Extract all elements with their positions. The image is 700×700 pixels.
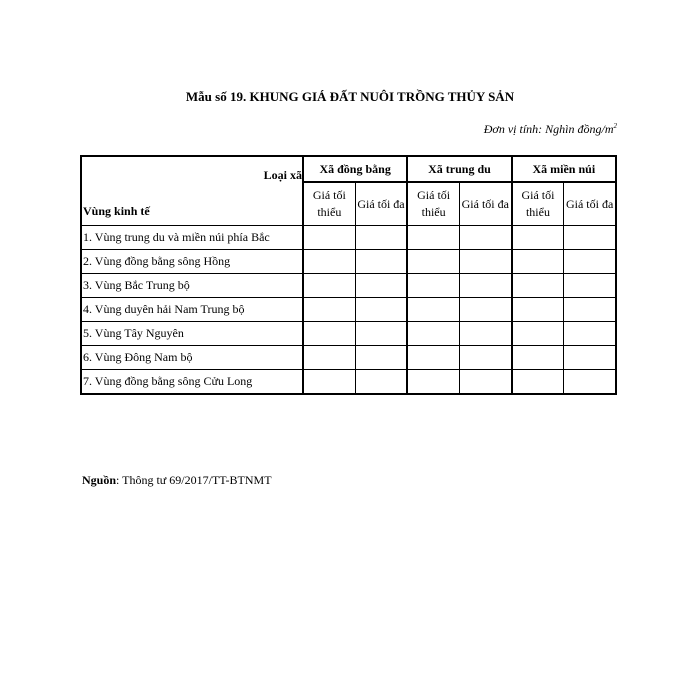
price-cell xyxy=(512,226,564,250)
min-price-header: Giá tối thiểu xyxy=(303,182,355,226)
table-row xyxy=(81,322,616,346)
document-title: Mẫu số 19. KHUNG GIÁ ĐẤT NUÔI TRỒNG THỦY SẢN xyxy=(185,89,515,104)
max-price-header: Giá tối đa xyxy=(355,182,407,226)
price-cell xyxy=(564,346,616,370)
price-cell xyxy=(564,370,616,395)
price-cell xyxy=(512,370,564,395)
min-price-header: Giá tối thiểu xyxy=(407,182,459,226)
region-label: 6. Vùng Đông Nam bộ xyxy=(81,346,303,370)
price-cell xyxy=(407,370,459,395)
price-cell xyxy=(355,346,407,370)
min-price-header: Giá tối thiểu xyxy=(512,182,564,226)
price-cell xyxy=(459,226,511,250)
max-price-header: Giá tối đa xyxy=(459,182,511,226)
price-cell xyxy=(459,322,511,346)
price-cell xyxy=(355,274,407,298)
price-cell xyxy=(303,298,355,322)
price-cell xyxy=(407,322,459,346)
price-cell xyxy=(355,298,407,322)
header-corner-cell xyxy=(81,156,303,226)
region-label: 4. Vùng duyên hải Nam Trung bộ xyxy=(81,298,303,322)
price-cell xyxy=(303,346,355,370)
source-note xyxy=(82,473,272,488)
region-label: 7. Vùng đồng bằng sông Cửu Long xyxy=(81,370,303,395)
price-cell xyxy=(512,298,564,322)
region-label: 2. Vùng đồng bằng sông Hồng xyxy=(81,250,303,274)
price-cell xyxy=(564,298,616,322)
price-table xyxy=(80,155,617,395)
price-cell xyxy=(303,370,355,395)
table-row xyxy=(81,274,616,298)
price-cell xyxy=(407,274,459,298)
price-cell xyxy=(355,250,407,274)
price-cell xyxy=(407,346,459,370)
source-text: : Thông tư 69/2017/TT-BTNMT xyxy=(116,473,272,487)
price-cell xyxy=(407,298,459,322)
economic-region-header: Vùng kinh tế xyxy=(83,204,150,218)
price-cell xyxy=(303,274,355,298)
price-cell xyxy=(512,274,564,298)
source-label: Nguồn xyxy=(82,473,117,487)
price-cell xyxy=(459,250,511,274)
unit-superscript: 2 xyxy=(613,122,617,130)
region-label: 1. Vùng trung du và miền núi phía Bắc xyxy=(81,226,303,250)
price-cell xyxy=(355,322,407,346)
price-cell xyxy=(459,346,511,370)
price-cell xyxy=(303,250,355,274)
table-row xyxy=(81,226,616,250)
group-header-mountain: Xã miền núi xyxy=(512,156,616,182)
group-header-midland: Xã trung du xyxy=(407,156,511,182)
price-cell xyxy=(407,250,459,274)
price-cell xyxy=(564,250,616,274)
region-label: 5. Vùng Tây Nguyên xyxy=(81,322,303,346)
unit-text: Đơn vị tính: Nghìn đồng/m xyxy=(483,122,614,136)
table-row xyxy=(81,250,616,274)
price-cell xyxy=(303,322,355,346)
price-cell xyxy=(564,322,616,346)
table-row xyxy=(81,298,616,322)
table-row xyxy=(81,346,616,370)
region-label: 3. Vùng Bắc Trung bộ xyxy=(81,274,303,298)
price-cell xyxy=(459,298,511,322)
group-header-plain: Xã đồng bằng xyxy=(303,156,407,182)
unit-label xyxy=(484,122,617,137)
price-cell xyxy=(459,370,511,395)
price-cell xyxy=(355,370,407,395)
price-cell xyxy=(407,226,459,250)
price-cell xyxy=(459,274,511,298)
price-cell xyxy=(355,226,407,250)
price-cell xyxy=(512,250,564,274)
max-price-header: Giá tối đa xyxy=(564,182,616,226)
price-cell xyxy=(564,226,616,250)
price-cell xyxy=(564,274,616,298)
table-row xyxy=(81,370,616,395)
commune-type-header: Loại xã xyxy=(263,168,302,182)
price-cell xyxy=(512,322,564,346)
price-cell xyxy=(303,226,355,250)
price-cell xyxy=(512,346,564,370)
